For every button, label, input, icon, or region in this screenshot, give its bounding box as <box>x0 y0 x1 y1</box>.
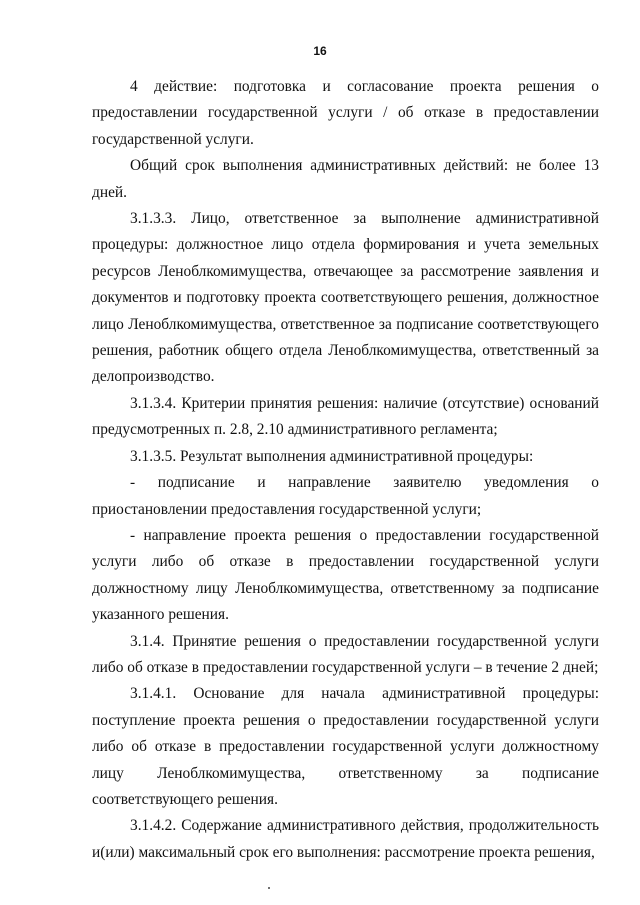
paragraph-3-1-4: 3.1.4. Принятие решения о предоставлении государственной услуги либо об отказе в предоставлении государственной услуги – в течение 2 дней; <box>92 632 599 676</box>
list-item-notification: - подписание и направление заявителю уведомления о приостановлении предоставления государственной услуги; <box>92 474 599 518</box>
paragraph-3-1-3-3: 3.1.3.3. Лицо, ответственное за выполнение административной процедуры: должностное лицо отдела формирования и учета земельных ресурсов Леноблкомимущества, отвечающее за рассмотрение заявления и документов и подготовку проекта соответствующего решения, должностное лицо Леноблкомимущества, ответственное за подписание соответствующего решения, работник общего отдела Леноблкомимущества, ответственный за делопроизводство. <box>92 210 599 386</box>
document-body <box>92 74 599 866</box>
paragraph-3-1-4-1: 3.1.4.1. Основание для начала административной процедуры: поступление проекта решения о предоставлении государственной услуги либо об отказе в предоставлении государственной услуги должностному лицу Леноблкомимущества, ответственному за подписание соответствующего решения. <box>92 685 599 808</box>
list-item-draft-forwarding: - направление проекта решения о предоставлении государственной услуги либо об отказе в предоставлении государственной услуги должностному лицу Леноблкомимущества, ответственному за подписание указанного решения. <box>92 526 599 624</box>
paragraph-step-4: 4 действие: подготовка и согласование проекта решения о предоставлении государственной услуги / об отказе в предоставлении государственной услуги. <box>92 78 599 148</box>
paragraph-total-duration: Общий срок выполнения административных действий: не более 13 дней. <box>92 157 599 201</box>
page-number: 16 <box>313 44 327 58</box>
scan-speck <box>268 887 270 889</box>
paragraph-3-1-4-2: 3.1.4.2. Содержание административного действия, продолжительность и(или) максимальный срок его выполнения: рассмотрение проекта решения, <box>92 817 599 861</box>
paragraph-3-1-3-5: 3.1.3.5. Результат выполнения административной процедуры: <box>130 447 534 465</box>
paragraph-3-1-3-4: 3.1.3.4. Критерии принятия решения: наличие (отсутствие) оснований предусмотренных п. 2.8, 2.10 административного регламента; <box>92 394 599 439</box>
